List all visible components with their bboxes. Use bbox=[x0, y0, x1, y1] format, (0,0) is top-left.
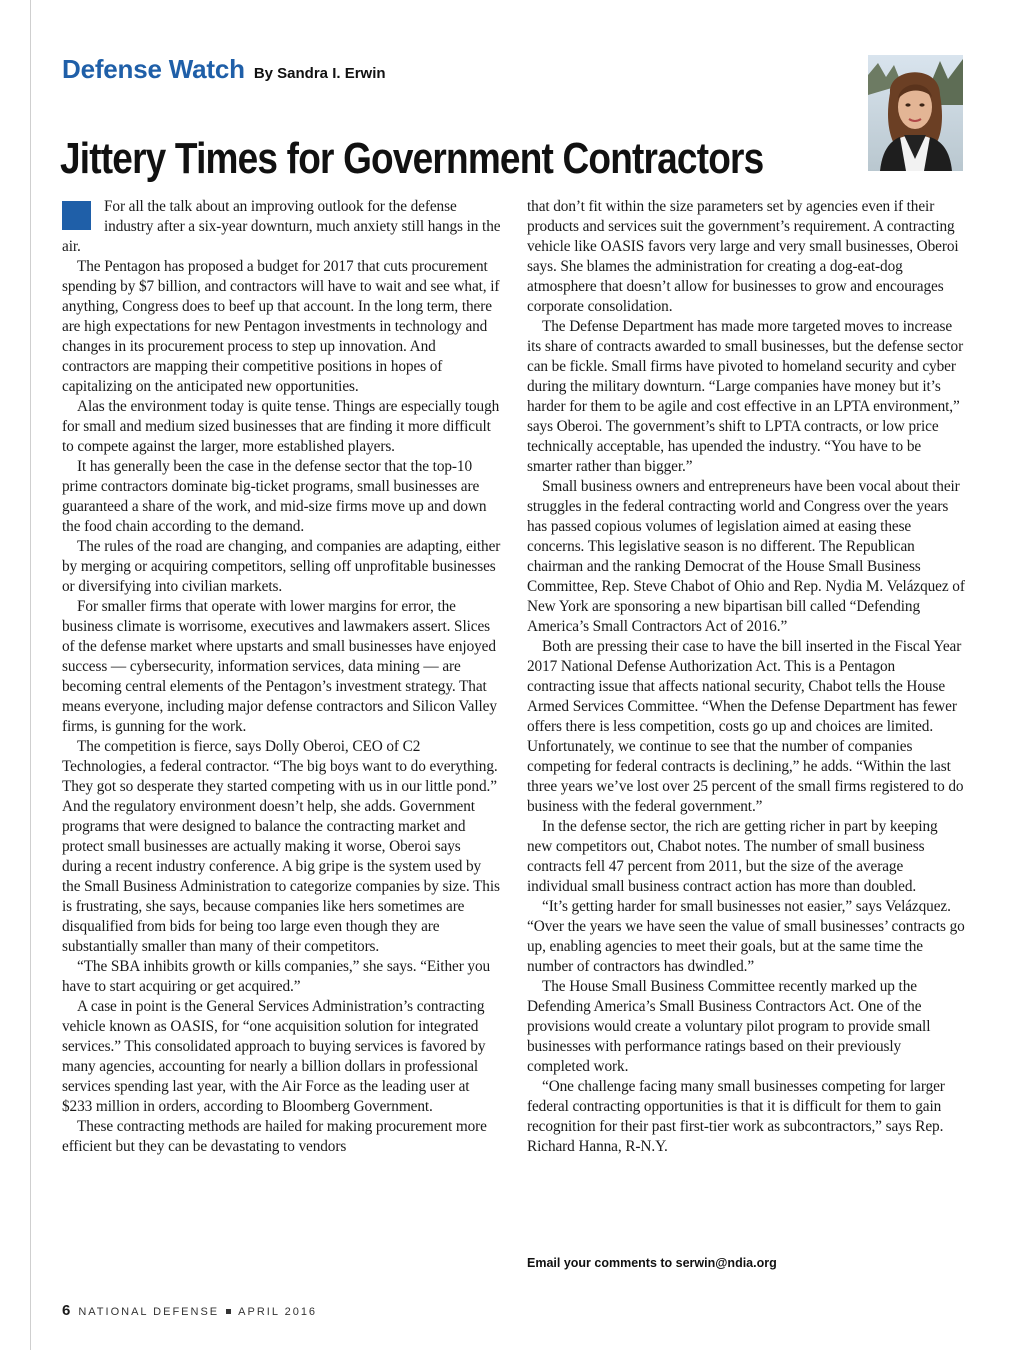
article-paragraph: “The SBA inhibits growth or kills companies,” she says. “Either you have to start acquiring or get acquired.” bbox=[62, 958, 491, 995]
left-article-column bbox=[62, 197, 502, 1157]
article-paragraph: A case in point is the General Services Administration’s contracting vehicle known as OASIS, for “one acquisition solution for integrated services.” This consolidated approach to buying services is favored by many agencies, accounting for nearly a billion dollars in professional services spending last year, with the Air Force as the leading user at $233 million in orders, according to Bloomberg Government. bbox=[62, 998, 486, 1115]
article-paragraph: For smaller firms that operate with lower margins for error, the business climate is worrisome, executives and lawmakers assert. Slices of the defense market where upstarts and small businesses have enjoyed success — cybersecurity, information services, data mining — are becoming central elements of the Pentagon’s investment strategy. That means everyone, including major defense contractors and Silicon Valley firms, is gunning for the work. bbox=[62, 598, 497, 735]
separator-square-icon bbox=[226, 1309, 231, 1314]
article-paragraph: The rules of the road are changing, and companies are adapting, either by merging or acquiring competitors, selling off unprofitable businesses or diversifying into civilian markets. bbox=[62, 538, 501, 595]
paragraph-text: For all the talk about an improving outlook for the defense industry after a six-year downturn, much anxiety still hangs in the air. bbox=[62, 198, 501, 255]
article-paragraph: The Defense Department has made more targeted moves to increase its share of contracts awarded to small businesses, but the defense sector can be fickle. Small firms have pivoted to homeland security and cyber during the military downturn. “Large companies have money but it’s harder for them to be agile and cost effective in an LPTA environment,” says Oberoi. The government’s shift to LPTA contracts, or low price technically acceptable, has upended the industry. “You have to be smarter rather than bigger.” bbox=[527, 318, 964, 475]
email-comments-note: Email your comments to serwin@ndia.org bbox=[527, 1256, 777, 1270]
article-paragraph: The competition is fierce, says Dolly Oberoi, CEO of C2 Technologies, a federal contractor. “The big boys want to do everything. They got so desperate they started competing with us in our little pond.” And the regulatory environment doesn’t help, she adds. Government programs that were designed to balance the contracting market and protect small businesses are actually making it worse, Oberoi says during a recent industry conference. A big gripe is the system used by the Small Business Administration to categorize companies by size. This is frustrating, she says, because companies like hers sometimes are disqualified from bids for being too large even though they are substantially smaller than many of their competitors. bbox=[62, 738, 500, 955]
article-paragraph: that don’t fit within the size parameters set by agencies even if their products and services suit the government’s requirement. A contracting vehicle like OASIS favors very large and very small businesses, Oberoi says. She blames the administration for creating a dog-eat-dog atmosphere that doesn’t allow for businesses to grow and encourages corporate consolidation. bbox=[527, 198, 959, 315]
issue-date: APRIL 2016 bbox=[238, 1306, 318, 1318]
article-headline: Jittery Times for Government Contractors bbox=[60, 134, 764, 183]
author-photo bbox=[868, 55, 963, 171]
author-byline: By Sandra I. Erwin bbox=[253, 65, 386, 82]
article-paragraph: “It’s getting harder for small businesses not easier,” says Velázquez. “Over the years we have seen the value of small businesses’ contracts go up, enabling agencies to meet their goals, but at the same time the number of contractors has dwindled.” bbox=[527, 898, 965, 975]
page-footer bbox=[62, 1302, 317, 1319]
page-number: 6 bbox=[62, 1302, 71, 1319]
article-paragraph: It has generally been the case in the defense sector that the top-10 prime contractors dominate big-ticket programs, small businesses are guaranteed a share of the work, and mid-size firms move up and down the food chain according to the demand. bbox=[62, 458, 487, 535]
page-gutter-line bbox=[30, 0, 31, 1350]
publication-name: NATIONAL DEFENSE bbox=[78, 1306, 220, 1318]
article-paragraph: Both are pressing their case to have the bill inserted in the Fiscal Year 2017 National Defense Authorization Act. This is a Pentagon contracting issue that affects national security, Chabot tells the House Armed Services Committee. “When the Defense Department has fewer offers there is less competition, costs go up and choices are limited. Unfortunately, we continue to see that the number of companies competing for federal contracts is declining,” he adds. “Within the last three years we’ve lost over 25 percent of the small firms registered to do business with the federal government.” bbox=[527, 638, 964, 815]
article-paragraph: Alas the environment today is quite tense. Things are especially tough for small and medium sized businesses that are finding it more difficult to compete against the larger, more established players. bbox=[62, 398, 500, 455]
article-paragraph: In the defense sector, the rich are getting richer in part by keeping new competitors out, Chabot notes. The number of small business contracts fell 47 percent from 2011, but the size of the average individual small business contract action has more than doubled. bbox=[527, 818, 938, 895]
article-paragraph: Small business owners and entrepreneurs have been vocal about their struggles in the federal contracting world and Congress over the years has passed copious volumes of legislation aimed at easing these concerns. This legislative season is no different. The Republican chairman and the ranking Democrat of the House Small Business Committee, Rep. Steve Chabot of Ohio and Rep. Nydia M. Velázquez of New York are sponsoring a new bipartisan bill called “Defending America’s Small Contractors Act of 2016.” bbox=[527, 478, 965, 635]
column-masthead bbox=[62, 54, 386, 86]
article-paragraph: “One challenge facing many small businesses competing for larger federal contracting opportunities is that it is difficult for them to gain recognition for their past first-tier work as subcontractors,” says Rep. Richard Hanna, R-N.Y. bbox=[527, 1078, 945, 1155]
drop-square-icon bbox=[62, 201, 91, 230]
article-paragraph: The House Small Business Committee recently marked up the Defending America’s Small Business Contractors Act. One of the provisions would create a voluntary pilot program to provide small businesses with performance ratings based on their previously completed work. bbox=[527, 978, 931, 1075]
article-paragraph: The Pentagon has proposed a budget for 2017 that cuts procurement spending by $7 billion, and contractors will have to wait and see what, if anything, Congress does to beef up that account. In the long term, there are high expectations for new Pentagon investments in technology and changes in its procurement process to step up innovation. And contractors are mapping their competitive positions in hopes of capitalizing on the anticipated new opportunities. bbox=[62, 258, 500, 395]
article-paragraph: These contracting methods are hailed for making procurement more efficient but they can be devastating to vendors bbox=[62, 1118, 487, 1155]
right-article-column bbox=[527, 197, 965, 1157]
article-paragraph bbox=[62, 197, 502, 257]
column-name: Defense Watch bbox=[62, 54, 245, 84]
